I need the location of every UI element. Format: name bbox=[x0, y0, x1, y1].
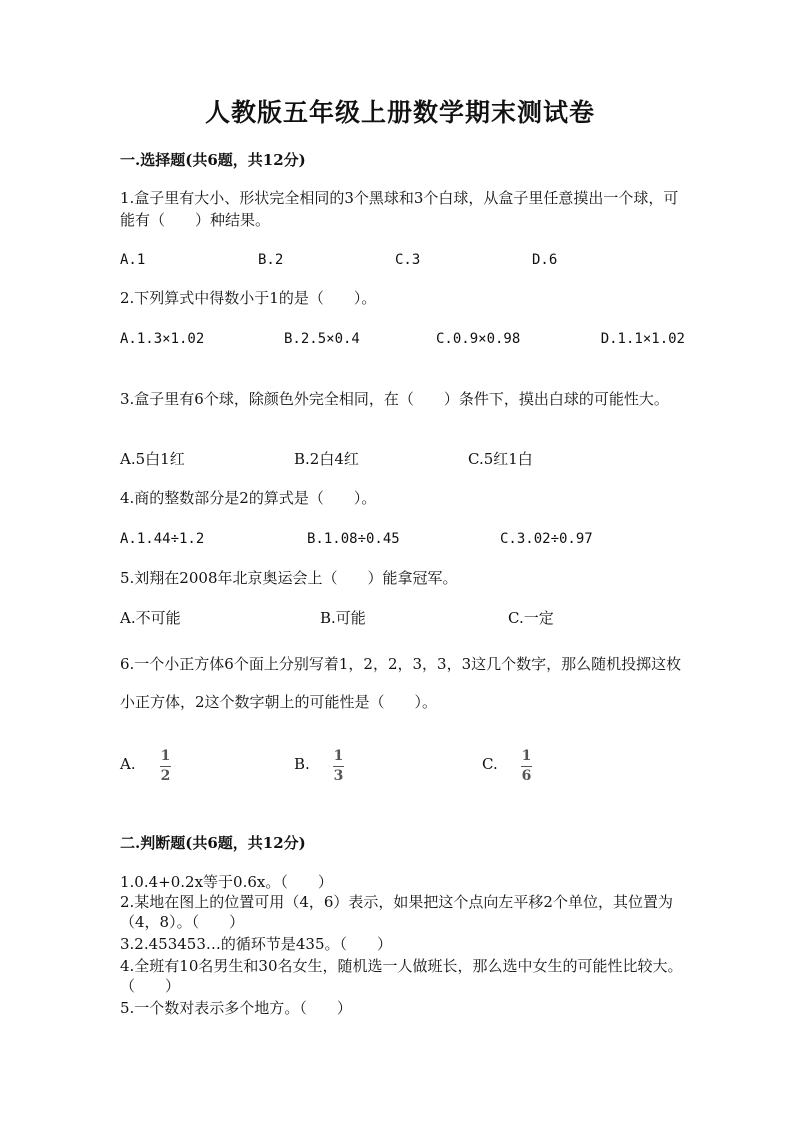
q6-option-c-label: C. bbox=[482, 755, 498, 773]
section-2-header: 二.判断题(共6题，共12分) bbox=[120, 834, 306, 852]
fraction-denominator: 2 bbox=[160, 768, 171, 785]
question-1: 1.盒子里有大小、形状完全相同的3个黑球和3个白球，从盒子里任意摸出一个球，可能有（ ）种结果。 bbox=[120, 189, 679, 229]
q1-option-a: A.1 bbox=[120, 252, 146, 268]
judgment-5: 5.一个数对表示多个地方。（ ） bbox=[120, 999, 352, 1017]
section-1-header: 一.选择题(共6题，共12分) bbox=[120, 151, 306, 169]
fraction-numerator: 1 bbox=[160, 748, 171, 764]
page-title: 人教版五年级上册数学期末测试卷 bbox=[204, 98, 595, 127]
question-4: 4.商的整数部分是2的算式是（ ）。 bbox=[120, 489, 377, 507]
q2-option-b: B.2.5×0.4 bbox=[284, 331, 360, 347]
judgment-2: 2.某地在图上的位置可用（4，6）表示，如果把这个点向左平移2个单位，其位置为（4，8）。（ ） bbox=[120, 893, 673, 931]
q1-option-c: C.3 bbox=[395, 252, 421, 268]
q6-option-a-label: A. bbox=[120, 755, 136, 773]
judgment-4: 4.全班有10名男生和30名女生，随机选一人做班长，那么选中女生的可能性比较大。（ ） bbox=[120, 957, 683, 995]
q6-option-b-label: B. bbox=[294, 755, 310, 773]
q4-option-a: A.1.44÷1.2 bbox=[120, 531, 205, 547]
q2-option-a: A.1.3×1.02 bbox=[120, 331, 205, 347]
question-3: 3.盒子里有6个球，除颜色外完全相同，在（ ）条件下，摸出白球的可能性大。 bbox=[120, 390, 669, 408]
fraction-numerator: 1 bbox=[521, 748, 532, 764]
question-5: 5.刘翔在2008年北京奥运会上（ ）能拿冠军。 bbox=[120, 569, 458, 587]
judgment-1: 1.0.4+0.2x等于0.6x。（ ） bbox=[120, 873, 333, 891]
q5-option-a: A.不可能 bbox=[120, 609, 181, 627]
fraction-numerator: 1 bbox=[333, 748, 344, 764]
q2-option-d: D.1.1×1.02 bbox=[600, 331, 685, 347]
fraction-bar bbox=[521, 766, 532, 767]
q1-option-d: D.6 bbox=[532, 252, 558, 268]
fraction-denominator: 3 bbox=[333, 768, 344, 785]
fraction-bar bbox=[160, 766, 171, 767]
judgment-3: 3.2.453453…的循环节是435。（ ） bbox=[120, 935, 393, 953]
q5-option-b: B.可能 bbox=[320, 609, 366, 627]
q3-option-a: A.5白1红 bbox=[120, 450, 185, 468]
question-2: 2.下列算式中得数小于1的是（ ）。 bbox=[120, 289, 377, 307]
q1-option-b: B.2 bbox=[258, 252, 284, 268]
q2-option-c: C.0.9×0.98 bbox=[436, 331, 521, 347]
q6-option-a-fraction bbox=[160, 748, 171, 784]
q4-option-b: B.1.08÷0.45 bbox=[307, 531, 400, 547]
fraction-bar bbox=[333, 766, 344, 767]
q6-option-c-fraction bbox=[521, 748, 532, 784]
q4-option-c: C.3.02÷0.97 bbox=[500, 531, 593, 547]
q3-option-c: C.5红1白 bbox=[468, 450, 533, 468]
q5-option-c: C.一定 bbox=[508, 609, 554, 627]
question-6: 6.一个小正方体6个面上分别写着1，2，2，3，3，3这几个数字，那么随机投掷这枚小正方体，2这个数字朝上的可能性是（ ）。 bbox=[120, 655, 682, 711]
fraction-denominator: 6 bbox=[521, 768, 532, 785]
q3-option-b: B.2白4红 bbox=[294, 450, 359, 468]
q6-option-b-fraction bbox=[333, 748, 344, 784]
